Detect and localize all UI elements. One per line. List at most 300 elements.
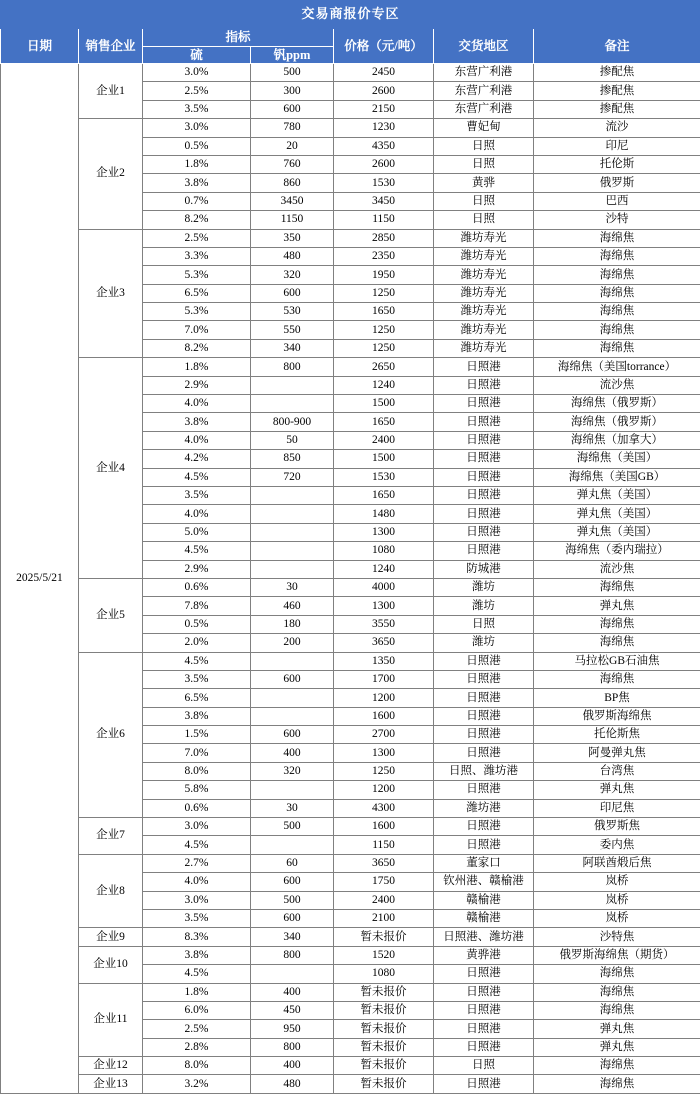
cell-remark: 流沙焦 <box>534 376 700 394</box>
cell-sulfur: 3.2% <box>143 1075 251 1093</box>
cell-remark: 俄罗斯焦 <box>534 818 700 836</box>
cell-price: 1250 <box>334 339 434 357</box>
cell-price: 暂未报价 <box>334 1001 434 1019</box>
cell-remark: 印尼焦 <box>534 799 700 817</box>
cell-region: 潍坊寿光 <box>434 229 534 247</box>
cell-vanadium: 600 <box>251 909 334 927</box>
table-row <box>1 578 700 596</box>
cell-remark: 岚桥 <box>534 909 700 927</box>
cell-vanadium: 950 <box>251 1020 334 1038</box>
cell-region: 潍坊寿光 <box>434 321 534 339</box>
cell-vanadium: 530 <box>251 303 334 321</box>
cell-price: 4300 <box>334 799 434 817</box>
cell-region: 日照港、潍坊港 <box>434 928 534 946</box>
cell-price: 4350 <box>334 137 434 155</box>
col-header-date: 日期 <box>1 29 79 64</box>
cell-sulfur: 5.3% <box>143 266 251 284</box>
cell-region: 日照港 <box>434 395 534 413</box>
cell-date: 2025/5/21 <box>1 64 79 1094</box>
cell-sulfur: 5.0% <box>143 523 251 541</box>
cell-remark: 海绵焦 <box>534 670 700 688</box>
cell-region: 日照 <box>434 1057 534 1075</box>
cell-price: 2400 <box>334 891 434 909</box>
cell-sulfur: 0.7% <box>143 192 251 210</box>
cell-remark: 海绵焦 <box>534 1075 700 1093</box>
cell-region: 潍坊港 <box>434 799 534 817</box>
cell-region: 日照港 <box>434 1020 534 1038</box>
cell-price: 1650 <box>334 413 434 431</box>
cell-sulfur: 1.8% <box>143 358 251 376</box>
cell-region: 日照港 <box>434 542 534 560</box>
cell-vanadium: 500 <box>251 891 334 909</box>
cell-price: 1150 <box>334 836 434 854</box>
cell-region: 日照 <box>434 192 534 210</box>
cell-region: 日照港 <box>434 1075 534 1093</box>
col-header-region: 交货地区 <box>434 29 534 64</box>
cell-price: 1300 <box>334 597 434 615</box>
cell-sulfur: 0.6% <box>143 799 251 817</box>
cell-region: 赣榆港 <box>434 891 534 909</box>
cell-sulfur: 2.5% <box>143 229 251 247</box>
cell-company: 企业3 <box>79 229 143 358</box>
cell-sulfur: 7.0% <box>143 744 251 762</box>
cell-company: 企业8 <box>79 854 143 928</box>
cell-sulfur: 2.5% <box>143 1020 251 1038</box>
cell-sulfur: 3.0% <box>143 119 251 137</box>
cell-region: 曹妃甸 <box>434 119 534 137</box>
cell-region: 日照港 <box>434 431 534 449</box>
cell-sulfur: 5.8% <box>143 781 251 799</box>
cell-sulfur: 6.0% <box>143 1001 251 1019</box>
cell-company: 企业2 <box>79 119 143 229</box>
cell-price: 暂未报价 <box>334 928 434 946</box>
cell-vanadium: 860 <box>251 174 334 192</box>
cell-remark: 海绵焦 <box>534 1001 700 1019</box>
cell-remark: 托伦斯焦 <box>534 726 700 744</box>
cell-vanadium <box>251 689 334 707</box>
cell-vanadium: 60 <box>251 854 334 872</box>
cell-sulfur: 3.0% <box>143 891 251 909</box>
cell-region: 日照港 <box>434 486 534 504</box>
cell-price: 1600 <box>334 707 434 725</box>
cell-remark: 弹丸焦（美国） <box>534 505 700 523</box>
cell-price: 3450 <box>334 192 434 210</box>
cell-region: 东营广利港 <box>434 64 534 82</box>
cell-vanadium: 600 <box>251 726 334 744</box>
cell-vanadium <box>251 376 334 394</box>
cell-price: 1200 <box>334 781 434 799</box>
cell-remark: 台湾焦 <box>534 762 700 780</box>
cell-remark: 海绵焦 <box>534 229 700 247</box>
cell-remark: 岚桥 <box>534 891 700 909</box>
cell-vanadium: 500 <box>251 818 334 836</box>
table-row <box>1 946 700 964</box>
cell-vanadium <box>251 542 334 560</box>
cell-vanadium: 200 <box>251 634 334 652</box>
cell-sulfur: 3.5% <box>143 670 251 688</box>
cell-remark: 委内焦 <box>534 836 700 854</box>
cell-price: 1500 <box>334 450 434 468</box>
cell-vanadium: 400 <box>251 1057 334 1075</box>
cell-price: 1650 <box>334 303 434 321</box>
cell-vanadium: 600 <box>251 873 334 891</box>
cell-remark: 海绵焦 <box>534 321 700 339</box>
cell-company: 企业10 <box>79 946 143 983</box>
cell-vanadium: 400 <box>251 744 334 762</box>
cell-sulfur: 3.8% <box>143 413 251 431</box>
cell-remark: 海绵焦 <box>534 247 700 265</box>
cell-remark: 流沙焦 <box>534 560 700 578</box>
cell-remark: 海绵焦 <box>534 983 700 1001</box>
cell-price: 1240 <box>334 560 434 578</box>
cell-company: 企业4 <box>79 358 143 579</box>
cell-vanadium <box>251 486 334 504</box>
cell-sulfur: 5.3% <box>143 303 251 321</box>
cell-vanadium: 460 <box>251 597 334 615</box>
cell-price: 1500 <box>334 395 434 413</box>
cell-region: 日照港 <box>434 523 534 541</box>
cell-remark: 沙特 <box>534 211 700 229</box>
table-row <box>1 983 700 1001</box>
cell-vanadium: 800 <box>251 946 334 964</box>
cell-remark: 海绵焦 <box>534 615 700 633</box>
cell-company: 企业6 <box>79 652 143 818</box>
cell-price: 1080 <box>334 965 434 983</box>
cell-remark: 海绵焦（加拿大） <box>534 431 700 449</box>
cell-price: 1240 <box>334 376 434 394</box>
cell-region: 日照 <box>434 137 534 155</box>
cell-vanadium: 480 <box>251 1075 334 1093</box>
cell-region: 钦州港、赣榆港 <box>434 873 534 891</box>
cell-sulfur: 4.5% <box>143 652 251 670</box>
table-title-row <box>1 1 700 29</box>
cell-region: 东营广利港 <box>434 82 534 100</box>
cell-region: 日照港 <box>434 413 534 431</box>
cell-region: 潍坊 <box>434 578 534 596</box>
cell-sulfur: 4.0% <box>143 505 251 523</box>
cell-sulfur: 8.3% <box>143 928 251 946</box>
cell-sulfur: 6.5% <box>143 689 251 707</box>
cell-price: 2700 <box>334 726 434 744</box>
cell-vanadium: 400 <box>251 983 334 1001</box>
cell-vanadium: 600 <box>251 100 334 118</box>
cell-price: 暂未报价 <box>334 1038 434 1056</box>
cell-vanadium: 800-900 <box>251 413 334 431</box>
cell-vanadium: 850 <box>251 450 334 468</box>
cell-sulfur: 8.2% <box>143 211 251 229</box>
cell-region: 日照港 <box>434 468 534 486</box>
cell-remark: BP焦 <box>534 689 700 707</box>
cell-price: 暂未报价 <box>334 1075 434 1093</box>
cell-vanadium: 180 <box>251 615 334 633</box>
cell-remark: 海绵焦 <box>534 634 700 652</box>
cell-company: 企业5 <box>79 578 143 652</box>
cell-vanadium: 20 <box>251 137 334 155</box>
cell-remark: 弹丸焦 <box>534 1020 700 1038</box>
cell-sulfur: 0.6% <box>143 578 251 596</box>
cell-price: 1530 <box>334 468 434 486</box>
cell-vanadium: 800 <box>251 1038 334 1056</box>
cell-sulfur: 8.0% <box>143 762 251 780</box>
cell-remark: 海绵焦 <box>534 578 700 596</box>
cell-region: 日照港 <box>434 670 534 688</box>
cell-sulfur: 4.5% <box>143 836 251 854</box>
cell-region: 日照港 <box>434 689 534 707</box>
cell-region: 东营广利港 <box>434 100 534 118</box>
cell-sulfur: 7.0% <box>143 321 251 339</box>
cell-region: 黄骅 <box>434 174 534 192</box>
cell-remark: 弹丸焦（美国） <box>534 486 700 504</box>
cell-price: 2150 <box>334 100 434 118</box>
cell-sulfur: 4.0% <box>143 431 251 449</box>
cell-price: 暂未报价 <box>334 1020 434 1038</box>
cell-price: 1230 <box>334 119 434 137</box>
cell-vanadium <box>251 965 334 983</box>
cell-vanadium <box>251 781 334 799</box>
cell-price: 1250 <box>334 321 434 339</box>
cell-sulfur: 8.2% <box>143 339 251 357</box>
cell-region: 潍坊寿光 <box>434 284 534 302</box>
cell-price: 2400 <box>334 431 434 449</box>
cell-sulfur: 2.0% <box>143 634 251 652</box>
cell-vanadium: 340 <box>251 928 334 946</box>
cell-sulfur: 2.7% <box>143 854 251 872</box>
cell-company: 企业9 <box>79 928 143 946</box>
cell-company: 企业11 <box>79 983 143 1057</box>
cell-price: 暂未报价 <box>334 1057 434 1075</box>
cell-region: 潍坊 <box>434 597 534 615</box>
cell-region: 日照港 <box>434 836 534 854</box>
cell-sulfur: 3.3% <box>143 247 251 265</box>
cell-price: 1250 <box>334 762 434 780</box>
cell-vanadium: 600 <box>251 670 334 688</box>
cell-remark: 海绵焦（美国GB） <box>534 468 700 486</box>
cell-sulfur: 3.8% <box>143 707 251 725</box>
cell-vanadium <box>251 395 334 413</box>
cell-remark: 弹丸焦 <box>534 781 700 799</box>
cell-remark: 海绵焦（俄罗斯） <box>534 413 700 431</box>
cell-remark: 阿曼弹丸焦 <box>534 744 700 762</box>
cell-remark: 巴西 <box>534 192 700 210</box>
cell-company: 企业12 <box>79 1057 143 1075</box>
cell-remark: 海绵焦 <box>534 284 700 302</box>
cell-vanadium: 320 <box>251 762 334 780</box>
cell-remark: 阿联酋煅后焦 <box>534 854 700 872</box>
cell-sulfur: 2.9% <box>143 376 251 394</box>
cell-remark: 俄罗斯海绵焦 <box>534 707 700 725</box>
cell-region: 日照港 <box>434 376 534 394</box>
cell-price: 1520 <box>334 946 434 964</box>
cell-vanadium: 450 <box>251 1001 334 1019</box>
cell-sulfur: 3.5% <box>143 486 251 504</box>
cell-company: 企业13 <box>79 1075 143 1093</box>
cell-price: 1250 <box>334 284 434 302</box>
cell-sulfur: 8.0% <box>143 1057 251 1075</box>
cell-region: 防城港 <box>434 560 534 578</box>
table-row <box>1 64 700 82</box>
col-header-sulfur: 硫 <box>143 46 251 64</box>
cell-price: 2850 <box>334 229 434 247</box>
table-row <box>1 652 700 670</box>
cell-price: 1350 <box>334 652 434 670</box>
cell-vanadium: 350 <box>251 229 334 247</box>
cell-price: 3650 <box>334 634 434 652</box>
header-row-primary <box>1 29 700 47</box>
cell-sulfur: 1.5% <box>143 726 251 744</box>
col-header-vanadium: 钒ppm <box>251 46 334 64</box>
cell-sulfur: 4.0% <box>143 395 251 413</box>
cell-vanadium <box>251 523 334 541</box>
cell-sulfur: 3.8% <box>143 946 251 964</box>
cell-remark: 海绵焦（美国torrance） <box>534 358 700 376</box>
cell-price: 3650 <box>334 854 434 872</box>
cell-price: 1950 <box>334 266 434 284</box>
cell-vanadium: 300 <box>251 82 334 100</box>
cell-sulfur: 1.8% <box>143 983 251 1001</box>
col-header-remark: 备注 <box>534 29 700 64</box>
cell-sulfur: 3.5% <box>143 100 251 118</box>
cell-price: 1300 <box>334 744 434 762</box>
cell-region: 日照港 <box>434 744 534 762</box>
cell-sulfur: 3.8% <box>143 174 251 192</box>
table-row <box>1 119 700 137</box>
cell-vanadium: 1150 <box>251 211 334 229</box>
cell-remark: 海绵焦 <box>534 339 700 357</box>
cell-price: 2600 <box>334 155 434 173</box>
table-row <box>1 358 700 376</box>
cell-price: 1530 <box>334 174 434 192</box>
cell-price: 4000 <box>334 578 434 596</box>
cell-price: 暂未报价 <box>334 983 434 1001</box>
cell-remark: 弹丸焦（美国） <box>534 523 700 541</box>
cell-vanadium <box>251 652 334 670</box>
cell-region: 日照港 <box>434 358 534 376</box>
cell-price: 1300 <box>334 523 434 541</box>
cell-remark: 掺配焦 <box>534 64 700 82</box>
cell-price: 2450 <box>334 64 434 82</box>
cell-region: 日照港 <box>434 726 534 744</box>
cell-price: 1150 <box>334 211 434 229</box>
cell-region: 赣榆港 <box>434 909 534 927</box>
cell-price: 1700 <box>334 670 434 688</box>
cell-price: 2100 <box>334 909 434 927</box>
cell-region: 潍坊寿光 <box>434 247 534 265</box>
cell-vanadium: 320 <box>251 266 334 284</box>
cell-sulfur: 1.8% <box>143 155 251 173</box>
cell-remark: 弹丸焦 <box>534 597 700 615</box>
cell-region: 日照港 <box>434 983 534 1001</box>
table-row <box>1 928 700 946</box>
cell-sulfur: 3.0% <box>143 818 251 836</box>
cell-region: 潍坊寿光 <box>434 339 534 357</box>
cell-vanadium: 3450 <box>251 192 334 210</box>
cell-price: 3550 <box>334 615 434 633</box>
table-row <box>1 818 700 836</box>
cell-region: 日照港 <box>434 965 534 983</box>
cell-price: 1600 <box>334 818 434 836</box>
col-header-price: 价格（元/吨） <box>334 29 434 64</box>
cell-remark: 海绵焦（俄罗斯） <box>534 395 700 413</box>
cell-vanadium: 340 <box>251 339 334 357</box>
cell-remark: 海绵焦 <box>534 1057 700 1075</box>
cell-region: 潍坊寿光 <box>434 303 534 321</box>
cell-vanadium: 30 <box>251 799 334 817</box>
cell-remark: 俄罗斯 <box>534 174 700 192</box>
cell-remark: 掺配焦 <box>534 82 700 100</box>
cell-vanadium: 780 <box>251 119 334 137</box>
cell-sulfur: 2.5% <box>143 82 251 100</box>
cell-price: 1080 <box>334 542 434 560</box>
cell-remark: 弹丸焦 <box>534 1038 700 1056</box>
cell-sulfur: 3.5% <box>143 909 251 927</box>
cell-region: 董家口 <box>434 854 534 872</box>
cell-sulfur: 6.5% <box>143 284 251 302</box>
cell-price: 2350 <box>334 247 434 265</box>
cell-sulfur: 7.8% <box>143 597 251 615</box>
cell-vanadium: 480 <box>251 247 334 265</box>
cell-remark: 海绵焦 <box>534 303 700 321</box>
cell-region: 日照港 <box>434 818 534 836</box>
cell-remark: 俄罗斯海绵焦（期货） <box>534 946 700 964</box>
cell-remark: 海绵焦（委内瑞拉） <box>534 542 700 560</box>
cell-vanadium <box>251 707 334 725</box>
cell-sulfur: 4.2% <box>143 450 251 468</box>
cell-remark: 海绵焦（美国） <box>534 450 700 468</box>
cell-region: 日照港 <box>434 1001 534 1019</box>
cell-vanadium: 550 <box>251 321 334 339</box>
cell-sulfur: 0.5% <box>143 615 251 633</box>
cell-vanadium <box>251 505 334 523</box>
cell-vanadium <box>251 560 334 578</box>
cell-region: 日照港 <box>434 652 534 670</box>
cell-region: 日照港 <box>434 781 534 799</box>
cell-vanadium: 600 <box>251 284 334 302</box>
table-row <box>1 229 700 247</box>
cell-company: 企业7 <box>79 818 143 855</box>
col-header-indicator: 指标 <box>143 29 334 47</box>
cell-remark: 岚桥 <box>534 873 700 891</box>
cell-remark: 沙特焦 <box>534 928 700 946</box>
cell-region: 日照 <box>434 155 534 173</box>
cell-region: 日照港 <box>434 1038 534 1056</box>
cell-remark: 马拉松GB石油焦 <box>534 652 700 670</box>
page-title: 交易商报价专区 <box>1 1 700 29</box>
cell-vanadium: 760 <box>251 155 334 173</box>
cell-sulfur: 3.0% <box>143 64 251 82</box>
cell-region: 日照 <box>434 615 534 633</box>
cell-remark: 海绵焦 <box>534 266 700 284</box>
cell-region: 日照港 <box>434 707 534 725</box>
col-header-company: 销售企业 <box>79 29 143 64</box>
cell-sulfur: 4.5% <box>143 965 251 983</box>
cell-price: 2650 <box>334 358 434 376</box>
cell-region: 日照港 <box>434 450 534 468</box>
cell-remark: 托伦斯 <box>534 155 700 173</box>
cell-region: 日照、潍坊港 <box>434 762 534 780</box>
cell-price: 2600 <box>334 82 434 100</box>
cell-remark: 流沙 <box>534 119 700 137</box>
cell-remark: 海绵焦 <box>534 965 700 983</box>
cell-region: 日照 <box>434 211 534 229</box>
cell-remark: 掺配焦 <box>534 100 700 118</box>
cell-region: 黄骅港 <box>434 946 534 964</box>
cell-price: 1650 <box>334 486 434 504</box>
cell-vanadium: 50 <box>251 431 334 449</box>
cell-price: 1750 <box>334 873 434 891</box>
cell-region: 日照港 <box>434 505 534 523</box>
cell-sulfur: 4.0% <box>143 873 251 891</box>
table-row <box>1 1057 700 1075</box>
